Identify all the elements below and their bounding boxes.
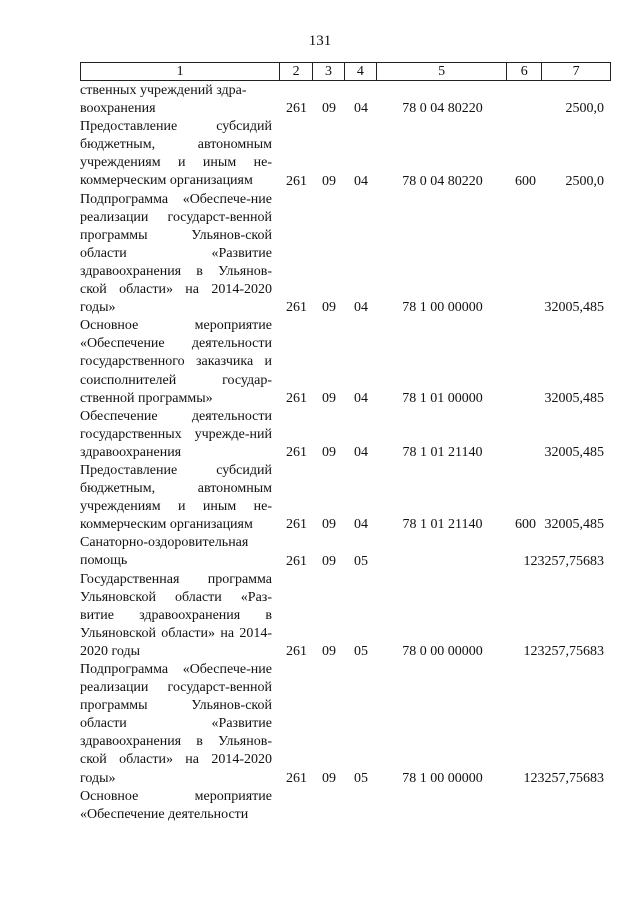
cell-code-csr: 78 1 01 00000 [402,390,483,406]
cell-code-gr: 261 [286,300,307,316]
cell-code-rz: 09 [322,444,336,460]
cell-amount: 32005,485 [544,444,604,460]
table-row [80,661,611,788]
page-number: 131 [308,33,332,49]
cell-code-pr: 04 [354,444,368,460]
cell-code-csr: 78 1 01 21140 [402,517,483,533]
row-values [80,553,611,571]
cell-amount: 123257,75683 [523,770,604,786]
cell-amount: 2500,0 [565,101,604,117]
row-values [80,806,611,824]
cell-amount: 2500,0 [565,173,604,189]
header-col-3: 3 [313,63,345,80]
cell-code-pr: 04 [354,173,368,189]
row-values [80,516,611,534]
row-values [80,643,611,661]
table-row [80,118,611,190]
table-row [80,317,611,407]
cell-code-csr: 78 0 04 80220 [402,101,483,117]
cell-code-csr: 78 1 01 21140 [402,444,483,460]
table-body [80,82,611,824]
cell-code-rz: 09 [322,101,336,117]
cell-code-pr: 04 [354,101,368,117]
cell-code-gr: 261 [286,517,307,533]
row-description: Государственная программа Ульяновской области «Раз-витие здравоохранения в Ульяновской области» на 2014-2020 годы [80,571,272,659]
cell-code-pr: 05 [354,553,368,569]
cell-code-gr: 261 [286,553,307,569]
table-row [80,408,611,462]
cell-code-gr: 261 [286,644,307,659]
row-description: Обеспечение деятельности государственных учрежде-ний здравоохранения [80,408,272,460]
cell-code-vr: 600 [515,173,536,189]
cell-amount: 32005,485 [544,517,604,533]
cell-amount: 123257,75683 [523,644,604,659]
row-description: Подпрограмма «Обеспече-ние реализации государст-венной программы Ульянов-ской области «Развитие здравоохранения в Ульянов-ской области» на 2014-2020 годы» [80,662,272,786]
cell-code-pr: 04 [354,517,368,533]
row-values [80,444,611,462]
header-col-6: 6 [507,63,542,80]
cell-amount: 32005,485 [544,300,604,316]
cell-amount: 32005,485 [544,390,604,406]
cell-code-csr: 78 0 04 80220 [402,173,483,189]
header-col-1: 1 [81,63,280,80]
cell-amount: 123257,75683 [523,553,604,569]
table-row [80,82,611,118]
cell-code-csr: 78 1 00 00000 [402,770,483,786]
cell-code-csr: 78 1 00 00000 [402,300,483,316]
cell-code-gr: 261 [286,390,307,406]
cell-code-rz: 09 [322,173,336,189]
table-header [80,62,611,81]
row-description: Основное мероприятие «Обеспечение деятельности государственного заказчика и соисполнителей государ-ственной программы» [80,318,272,406]
table-row [80,462,611,534]
row-values [80,390,611,408]
row-description: Основное мероприятие «Обеспечение деятельности [80,788,272,822]
table-row [80,788,611,824]
cell-code-rz: 09 [322,300,336,316]
cell-code-gr: 261 [286,444,307,460]
cell-code-pr: 04 [354,390,368,406]
table-row [80,534,611,570]
cell-code-rz: 09 [322,553,336,569]
row-description: Санаторно-оздоровительная помощь [80,535,249,569]
header-col-5: 5 [377,63,508,80]
header-col-7: 7 [572,64,580,79]
row-values [80,299,611,317]
row-description: ственных учреждений здра- воохранения [80,83,247,117]
cell-code-gr: 261 [286,770,307,786]
cell-code-csr: 78 0 00 00000 [402,644,483,659]
cell-code-gr: 261 [286,173,307,189]
row-description: Подпрограмма «Обеспече-ние реализации государст-венной программы Ульянов-ской области «Развитие здравоохранения в Ульянов-ской области» на 2014-2020 годы» [80,191,272,316]
row-description: Предоставление субсидий бюджетным, автономным учреждениям и иным не-коммерческим организациям [80,462,272,533]
table-row [80,571,611,661]
row-values [80,770,611,788]
cell-code-pr: 04 [354,300,368,316]
header-col-2: 2 [280,63,313,80]
cell-code-rz: 09 [322,770,336,786]
row-description: Предоставление субсидий бюджетным, автономным учреждениям и иным не-коммерческим организациям [80,119,272,189]
cell-code-rz: 09 [322,644,336,659]
cell-code-gr: 261 [286,101,307,117]
row-values [80,173,611,191]
table-row [80,191,611,318]
cell-code-vr: 600 [515,517,536,533]
cell-code-rz: 09 [322,517,336,533]
row-values [80,100,611,118]
cell-code-pr: 05 [354,770,368,786]
cell-code-rz: 09 [322,390,336,406]
cell-code-pr: 05 [354,644,368,659]
header-col-4: 4 [345,63,377,80]
